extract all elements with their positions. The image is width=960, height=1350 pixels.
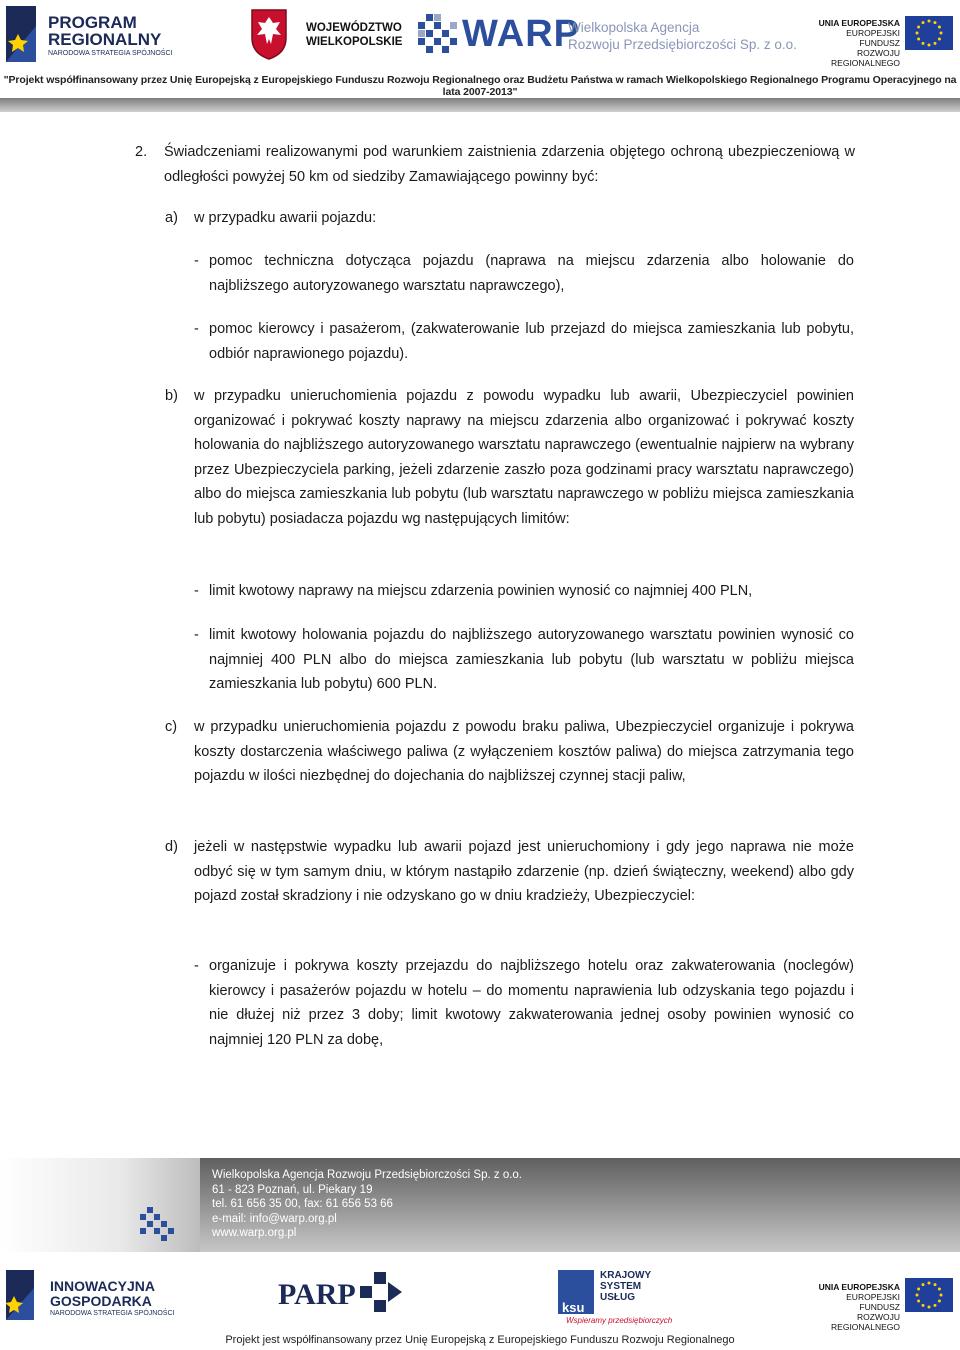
footer-address: 61 - 823 Poznań, ul. Piekary 19 xyxy=(212,1183,373,1196)
footer-logo-row xyxy=(0,1268,960,1332)
eu-flag-icon xyxy=(905,16,953,50)
parp-arrow-icon xyxy=(360,1272,402,1316)
innowacyjna-line3: NARODOWA STRATEGIA SPÓJNOŚCI xyxy=(50,1310,175,1317)
ksu-tagline: Wspieramy przedsiębiorczych xyxy=(566,1316,673,1325)
ksu-logo xyxy=(558,1270,673,1325)
innowacyjna-gospodarka-logo xyxy=(6,1268,176,1322)
warp-logo xyxy=(418,4,797,64)
eu-logo-footer xyxy=(808,1276,958,1332)
eu-header-line1: UNIA EUROPEJSKA xyxy=(818,18,900,28)
wielkopolskie-logo xyxy=(250,4,403,64)
item-2-label: 2. xyxy=(135,144,148,160)
parp-logo xyxy=(278,1272,408,1320)
footer-left-band xyxy=(0,1158,200,1252)
item-b-dash1-text: limit kwotowy naprawy na miejscu zdarzenia powinien wynosić co najmniej 400 PLN, xyxy=(209,583,753,599)
innowacyjna-line2: GOSPODARKA xyxy=(50,1293,152,1309)
item-2-text: Świadczeniami realizowanymi pod warunkiem zaistnienia zdarzenia objętego ochroną ubezpieczeniową w odległości powyżej 50 km od siedziby Zamawiającego powinny być: xyxy=(164,144,855,185)
footer-contact-info xyxy=(212,1168,522,1241)
warp-logo-name: WARP xyxy=(462,13,580,55)
item-a-text: w przypadku awarii pojazdu: xyxy=(194,210,377,226)
innowacyjna-gospodarka-icon xyxy=(6,1270,42,1320)
eu-flag-footer-icon xyxy=(905,1278,953,1312)
ksu-line1: KRAJOWY xyxy=(600,1270,652,1281)
warp-logo-line1: Wielkopolska Agencja xyxy=(568,20,700,35)
footer-cofinancing-note: Projekt jest współfinansowany przez Unię Europejską z Europejskiego Funduszu Rozwoju Regionalnego xyxy=(225,1334,735,1346)
header-logo-row xyxy=(0,4,960,66)
eu-footer-line3: ROZWOJU REGIONALNEGO xyxy=(831,1312,900,1332)
region-logo-line1: WOJEWÓDZTWO xyxy=(306,22,402,34)
eu-logo-header xyxy=(808,4,958,68)
eu-header-line2: EUROPEJSKI FUNDUSZ xyxy=(846,28,900,48)
header-divider xyxy=(0,98,960,112)
innowacyjna-line1: INNOWACYJNA xyxy=(50,1278,156,1294)
item-a-dash1-text: pomoc techniczna dotycząca pojazdu (naprawa na miejscu zdarzenia albo holowanie do najbliższego autoryzowanego warsztatu naprawczego), xyxy=(209,253,854,294)
program-regionalny-logo xyxy=(6,4,176,64)
item-d-label: d) xyxy=(165,839,178,855)
item-b-text: w przypadku unieruchomienia pojazdu z powodu wypadku lub awarii, Ubezpieczyciel powinien organizować i pokrywać koszty naprawy na miejscu zdarzenia albo organizować i pokrywać koszty holowania do najbliższego autoryzowanego warsztatu naprawczego (ewentualnie najpierw na wybrany przez Ubezpieczyciela parking, jeżeli zdarzenie zaszło poza godzinami pracy warsztatu naprawczego) albo do miejsca zamieszkania lub pobytu (lub warsztatu naprawczego w pobliżu miejsca zamieszkania lub pobytu) posiadacza pojazdu wg następujących limitów: xyxy=(194,388,854,527)
item-a-dash1-marker: - xyxy=(194,253,199,269)
program-logo-line3: NARODOWA STRATEGIA SPÓJNOŚCI xyxy=(48,50,173,57)
item-c-text: w przypadku unieruchomienia pojazdu z powodu braku paliwa, Ubezpieczyciel organizuje i pokrywa koszty dostarczenia właściwego paliwa (z wyłączeniem kosztów paliwa) do miejsca zatrzymania tego pojazdu w ilości niezbędnej do dojechania do najbliższej czynnej stacji paliw, xyxy=(194,719,854,784)
item-a-dash2-text: pomoc kierowcy i pasażerom, (zakwaterowanie lub przejazd do miejsca zamieszkania lub pobytu, odbiór naprawionego pojazdu). xyxy=(209,321,854,362)
warp-pixel-footer-icon xyxy=(140,1206,180,1242)
ksu-line3: USŁUG xyxy=(600,1292,635,1303)
program-regionalny-icon xyxy=(6,6,46,62)
warp-pixel-icon xyxy=(418,12,458,58)
program-logo-line1: PROGRAM xyxy=(48,13,137,32)
parp-logo-name: PARP xyxy=(278,1278,356,1311)
footer-email: e-mail: info@warp.org.pl xyxy=(212,1212,337,1225)
region-logo-line2: WIELKOPOLSKIE xyxy=(306,36,403,48)
footer-website: www.warp.org.pl xyxy=(212,1227,297,1239)
item-d-dash1-marker: - xyxy=(194,958,199,974)
program-logo-line2: REGIONALNY xyxy=(48,30,162,49)
ksu-abbr: ksu xyxy=(562,1300,585,1315)
ksu-line2: SYSTEM xyxy=(600,1281,642,1292)
item-d-text: jeżeli w następstwie wypadku lub awarii pojazd jest unieruchomiony i gdy jego naprawa nie może odbyć się w tym samym dniu, w którym nastąpiło zdarzenie (np. dzień świąteczny, weekend) albo gdy pojazd został skradziony i nie odzyskano go w dniu kradzieży, Ubezpieczyciel: xyxy=(194,839,854,904)
item-b-label: b) xyxy=(165,388,178,404)
eu-header-line3: ROZWOJU REGIONALNEGO xyxy=(831,48,900,68)
footer-company: Wielkopolska Agencja Rozwoju Przedsiębiorczości Sp. z o.o. xyxy=(212,1169,523,1181)
footer-phone: tel. 61 656 35 00, fax: 61 656 53 66 xyxy=(212,1198,393,1210)
item-a-dash2-marker: - xyxy=(194,321,199,337)
item-c-label: c) xyxy=(165,719,178,735)
warp-logo-line2: Rozwoju Przedsiębiorczości Sp. z o.o. xyxy=(568,37,797,52)
header-cofinancing-note: "Projekt współfinansowany przez Unię Europejską z Europejskiego Funduszu Rozwoju Regionalnego oraz Budżetu Państwa w ramach Wielkopolskiego Regionalnego Programu Operacyjnego na lata 2007-2013" xyxy=(3,74,957,98)
item-b-dash2-marker: - xyxy=(194,627,199,643)
page-footer xyxy=(0,1158,960,1350)
page-header xyxy=(0,0,960,115)
item-b-dash2-text: limit kwotowy holowania pojazdu do najbliższego autoryzowanego warsztatu powinien wynosić co najmniej 400 PLN albo do miejsca zamieszkania lub pobytu (lub warsztatu w pobliżu miejsca zamieszkania lub pobytu) 600 PLN. xyxy=(209,627,854,692)
item-d-dash1-text: organizuje i pokrywa koszty przejazdu do najbliższego hotelu oraz zakwaterowania (noclegów) kierowcy i pasażerów pojazdu w hotelu – do momentu naprawienia lub odzyskania tego pojazdu i nie dłużej niż przez 3 doby; limit kwotowy zakwaterowania jednej osoby powinien wynosić co najmniej 120 PLN za dobę, xyxy=(209,958,854,1048)
item-b-dash1-marker: - xyxy=(194,583,199,599)
eu-footer-line1: UNIA EUROPEJSKA xyxy=(818,1282,900,1292)
item-a-label: a) xyxy=(165,210,178,226)
eagle-crest-icon xyxy=(250,8,288,60)
eu-footer-line2: EUROPEJSKI FUNDUSZ xyxy=(846,1292,900,1312)
